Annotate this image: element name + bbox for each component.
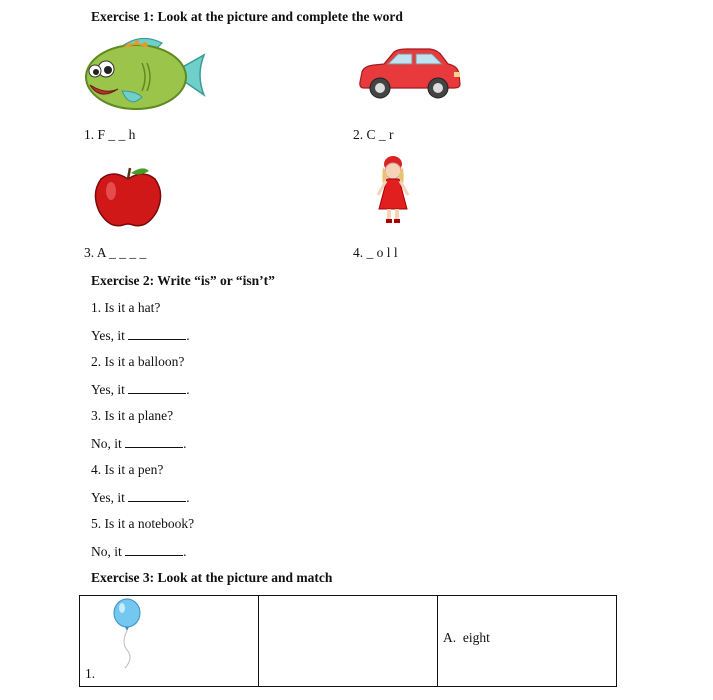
empty-cell xyxy=(259,596,438,687)
ex2-question-1: 1. Is it a hat? xyxy=(91,300,161,315)
answer-blank[interactable] xyxy=(125,543,183,556)
ex2-answer-2: Yes, it . xyxy=(91,382,190,397)
doll-picture xyxy=(373,155,413,227)
row-number: 1. xyxy=(85,666,96,681)
ex2-question-4: 4. Is it a pen? xyxy=(91,462,164,477)
answer-blank[interactable] xyxy=(128,381,186,394)
ex2-answer-5: No, it . xyxy=(91,544,187,559)
ex1-item-2: 2. C _ r xyxy=(353,127,394,142)
answer-blank[interactable] xyxy=(125,435,183,448)
ex2-question-5: 5. Is it a notebook? xyxy=(91,516,195,531)
ex2-question-3: 3. Is it a plane? xyxy=(91,408,174,423)
ex1-item-1: 1. F _ _ h xyxy=(84,127,136,142)
ex2-answer-4: Yes, it . xyxy=(91,490,190,505)
match-table xyxy=(79,595,617,687)
table-row xyxy=(80,596,617,687)
option-label: A. eight xyxy=(443,630,490,645)
ex1-item-3: 3. A _ _ _ _ xyxy=(84,245,147,260)
ex2-answer-3: No, it . xyxy=(91,436,187,451)
option-cell xyxy=(438,596,617,687)
answer-blank[interactable] xyxy=(128,327,186,340)
picture-cell xyxy=(80,596,259,687)
answer-blank[interactable] xyxy=(128,489,186,502)
exercise-1-title: Exercise 1: Look at the picture and complete the word xyxy=(91,9,403,24)
ex1-item-4: 4. _ o l l xyxy=(353,245,398,260)
exercise-2-title: Exercise 2: Write “is” or “isn’t” xyxy=(91,273,275,288)
balloon-picture xyxy=(110,598,146,670)
ex2-answer-1: Yes, it . xyxy=(91,328,190,343)
ex2-question-2: 2. Is it a balloon? xyxy=(91,354,185,369)
fish-picture xyxy=(84,33,208,118)
exercise-3-title: Exercise 3: Look at the picture and match xyxy=(91,570,333,585)
apple-picture xyxy=(93,165,163,230)
car-picture xyxy=(356,46,462,101)
